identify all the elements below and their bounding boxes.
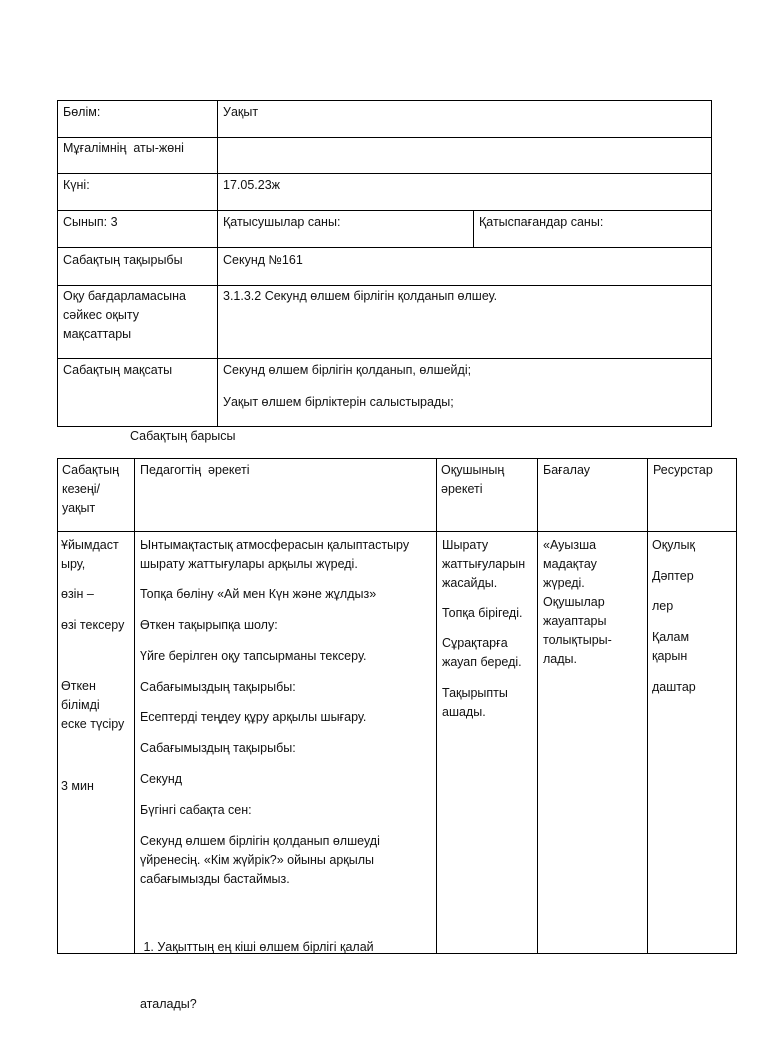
resource-notebook-1: Дәптер [652, 569, 694, 583]
stage-self-check-1: өзін – [61, 587, 94, 601]
student-p2: Топқа бірігеді. [442, 606, 523, 620]
class-label: Сынып: 3 [63, 215, 118, 229]
lesson-goal-line-1: Секунд өлшем бірлігін қолданып, өлшейді; [223, 363, 472, 377]
divider [57, 210, 712, 211]
teacher-p1: Ынтымақтастық атмосферасын қалыптастыру шырату жаттығулары арқылы жүреді. [140, 538, 410, 571]
stage-duration: 3 мин [61, 779, 94, 793]
stage-self-check-2: өзі тексеру [61, 618, 125, 632]
header-teacher-action: Педагогтің әрекеті [140, 463, 250, 477]
date-label: Күні: [63, 178, 90, 192]
stage-organization: Ұйымдаст ыру, [61, 538, 119, 571]
lesson-topic-value: Секунд №161 [223, 253, 303, 267]
teacher-p3: Өткен тақырыпқа шолу: [140, 618, 278, 632]
divider [57, 137, 712, 138]
teacher-p11: 1. Уақыттың ең кіші өлшем бірлігі қалай аталады? [140, 940, 374, 1011]
teacher-p5: Сабағымыздың тақырыбы: [140, 680, 296, 694]
lesson-goal-line-2: Уақыт өлшем бірліктерін салыстырады; [223, 395, 454, 409]
divider [537, 458, 538, 954]
absent-count-label: Қатыспағандар саны: [479, 215, 604, 229]
teacher-p10: Секунд өлшем бірлігін қолданып өлшеуді үйренесің. «Кім жүйрік?» ойыны арқылы сабағымызды бастаймыз. [140, 834, 380, 886]
divider [57, 173, 712, 174]
header-stage: Сабақтың кезеңі/ уақыт [62, 463, 120, 515]
header-student-action: Оқушының әрекеті [441, 463, 505, 496]
resource-pencil-end: даштар [652, 680, 696, 694]
section-label: Бөлім: [63, 105, 101, 119]
divider [436, 458, 437, 954]
lesson-goal-label: Сабақтың мақсаты [63, 363, 173, 377]
curriculum-goals-label: Оқу бағдарламасына сәйкес оқыту мақсаттары [63, 289, 186, 341]
student-p3: Сұрақтарға жауап береді. [442, 636, 522, 669]
teacher-p2: Топқа бөліну «Ай мен Күн және жұлдыз» [140, 587, 377, 601]
teacher-p7: Сабағымыздың тақырыбы: [140, 741, 296, 755]
teacher-p4: Үйге берілген оқу тапсырманы тексеру. [140, 649, 367, 663]
section-title: Сабақтың барысы [130, 429, 236, 443]
student-p1: Шырату жаттығуларын жасайды. [442, 538, 526, 590]
resource-notebook-2: лер [652, 599, 674, 613]
header-assessment: Бағалау [543, 463, 591, 477]
teacher-p8: Секунд [140, 772, 183, 786]
date-value: 17.05.23ж [223, 178, 281, 192]
curriculum-goals-value: 3.1.3.2 Секунд өлшем бірлігін қолданып өлшеу. [223, 289, 498, 303]
divider [473, 211, 474, 248]
divider [217, 100, 218, 427]
present-count-label: Қатысушылар саны: [223, 215, 341, 229]
teacher-p6: Есептерді теңдеу құру арқылы шығару. [140, 710, 367, 724]
header-resources: Ресурстар [653, 463, 713, 477]
divider [647, 458, 648, 954]
student-p4: Тақырыпты ашады. [442, 686, 508, 719]
divider [57, 531, 737, 532]
stage-review: Өткен білімді еске түсіру [61, 679, 125, 731]
teacher-name-label: Мұғалімнің аты-жөні [63, 141, 184, 155]
teacher-p9: Бүгінгі сабақта сен: [140, 803, 252, 817]
divider [134, 458, 135, 954]
resource-pencil: Қалам қарын [652, 630, 690, 663]
assessment-text: «Ауызша мадақтау жүреді. Оқушылар жауаптары толықтыры- лады. [543, 538, 612, 666]
lesson-topic-label: Сабақтың тақырыбы [63, 253, 183, 267]
divider [57, 285, 712, 286]
section-value: Уақыт [223, 105, 259, 119]
divider [57, 358, 712, 359]
divider [57, 247, 712, 248]
resource-textbook: Оқулық [652, 538, 695, 552]
